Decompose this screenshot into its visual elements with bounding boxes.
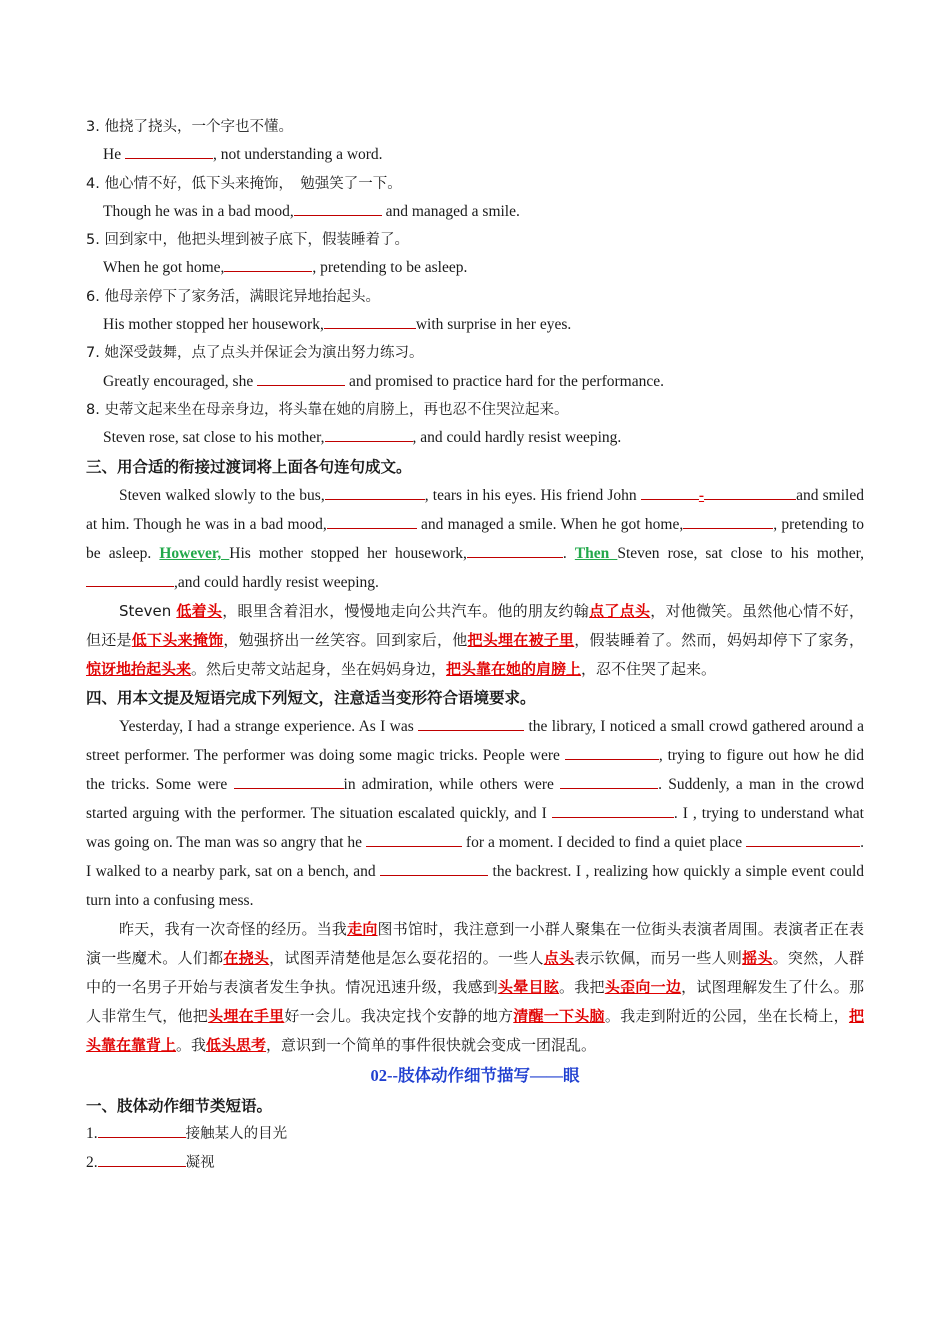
answer-blank[interactable] bbox=[683, 512, 773, 529]
item-8-chinese: 8. 史蒂文起来坐在母亲身边，将头靠在她的肩膀上，再也忍不住哭泣起来。 bbox=[86, 401, 569, 418]
keyword: 把头靠在她的肩膀上 bbox=[446, 659, 582, 678]
item-4-english: Though he was in a bad mood, and managed a smile. bbox=[86, 198, 864, 226]
section-4-chinese-paragraph: 昨天，我有一次奇怪的经历。当我走向图书馆时，我注意到一小群人聚集在一位街头表演者周围。表演者正在表演一些魔术。人们都在挠头，试图弄清楚他是怎么耍花招的。一些人点头表示钦佩，而另一些人则摇头。突然，人群中的一名男子开始与表演者发生争执。情况迅速升级，我感到头晕目眩。我把头歪向一边，试图理解发生了什么。那人非常生气，他把头埋在手里好一会儿。我决定找个安静的地方清醒一下头脑。我走到附近的公园，坐在长椅上，把头靠在靠背上。我低头思考，意识到一个简单的事件很快就会变成一团混乱。 bbox=[86, 920, 864, 1055]
phrase-item-2: 2. 凝视 bbox=[86, 1149, 864, 1177]
connector-then: Then bbox=[574, 544, 618, 562]
item-6-english: His mother stopped her housework, with surprise in her eyes. bbox=[86, 311, 864, 339]
item-7-english: Greatly encouraged, she and promised to practice hard for the performance. bbox=[86, 368, 864, 396]
section-3-heading: 三、用合适的衔接过渡词将上面各句连句成文。 bbox=[86, 457, 412, 476]
answer-blank[interactable] bbox=[325, 425, 413, 442]
answer-blank[interactable] bbox=[746, 830, 860, 847]
item-7-chinese: 7. 她深受鼓舞，点了点头并保证会为演出努力练习。 bbox=[86, 345, 424, 362]
answer-blank[interactable] bbox=[125, 142, 213, 159]
answer-blank[interactable] bbox=[560, 772, 658, 789]
document-page bbox=[86, 113, 864, 1177]
answer-blank[interactable] bbox=[565, 743, 659, 760]
keyword: 头晕目眩 bbox=[497, 978, 560, 997]
phrase-item-1: 1. 接触某人的目光 bbox=[86, 1120, 864, 1148]
keyword: 走向 bbox=[347, 920, 378, 939]
section-5-heading: 一、肢体动作细节类短语。 bbox=[86, 1097, 273, 1116]
section-4-english-paragraph: Yesterday, I had a strange experience. As I was the library, I noticed a small crowd gathered around a street performer. The performer was doing some magic tricks. People were , trying to figure out how he did the tricks. Some were in admiration, while others were . Suddenly, a man in the crowd started arguing with the performer. The situation escalated quickly, and I . I , trying to understand what was going on. The man was so angry that he for a moment. I decided to find a quiet place . I walked to a nearby park, sat on a bench, and the backrest. I , realizing how quickly a simple event could turn into a confusing mess. bbox=[86, 712, 864, 915]
answer-blank[interactable] bbox=[327, 512, 417, 529]
section-3-english-paragraph: Steven walked slowly to the bus, , tears in his eyes. His friend John - and smiled at him. Though he was in a bad mood, and managed a smile. When he got home, , pretending to be asleep. However, His mother stopped her housework, . Then Steven rose, sat close to his mother,,and could hardly resist weeping. bbox=[86, 481, 864, 597]
item-3-chinese: 3. 他挠了挠头，一个字也不懂。 bbox=[86, 119, 293, 135]
answer-blank[interactable] bbox=[467, 541, 563, 558]
keyword: 把头靠在靠背上 bbox=[86, 1007, 864, 1055]
dash-mark: - bbox=[698, 486, 705, 504]
keyword: 摇头 bbox=[742, 949, 773, 968]
item-5-english: When he got home, , pretending to be asleep. bbox=[86, 254, 864, 282]
answer-blank[interactable] bbox=[98, 1149, 186, 1166]
keyword: 把头埋在被子里 bbox=[467, 630, 575, 649]
answer-blank[interactable] bbox=[552, 801, 674, 818]
answer-blank[interactable] bbox=[380, 859, 488, 876]
keyword: 低下头来掩饰 bbox=[131, 630, 224, 649]
answer-blank[interactable] bbox=[294, 199, 382, 216]
answer-blank[interactable] bbox=[257, 368, 345, 385]
keyword: 点了点头 bbox=[589, 601, 651, 620]
section-3-chinese-paragraph: Steven 低着头，眼里含着泪水，慢慢地走向公共汽车。他的朋友约翰点了点头，对他微笑。虽然他心情不好，但还是低下头来掩饰，勉强挤出一丝笑容。回到家后，他把头埋在被子里，假装睡着了。然而，妈妈却停下了家务，惊讶地抬起头来。然后史蒂文站起身，坐在妈妈身边，把头靠在她的肩膀上，忍不住哭了起来。 bbox=[86, 601, 864, 678]
keyword: 头歪向一边 bbox=[604, 978, 682, 997]
answer-blank[interactable] bbox=[234, 772, 344, 789]
item-4-chinese: 4. 他心情不好，低下头来掩饰， 勉强笑了一下。 bbox=[86, 175, 402, 192]
answer-blank[interactable] bbox=[324, 312, 416, 329]
item-8-english: Steven rose, sat close to his mother, , and could hardly resist weeping. bbox=[86, 424, 864, 452]
keyword: 头埋在手里 bbox=[208, 1007, 285, 1026]
keyword: 低着头 bbox=[176, 601, 223, 620]
answer-blank[interactable] bbox=[86, 570, 174, 587]
item-5-chinese: 5. 回到家中，他把头埋到被子底下，假装睡着了。 bbox=[86, 232, 409, 249]
section-4-heading: 四、用本文提及短语完成下列短文，注意适当变形符合语境要求。 bbox=[86, 688, 536, 707]
keyword: 低头思考 bbox=[206, 1036, 267, 1055]
section-title: 02--肢体动作细节描写——眼 bbox=[370, 1066, 580, 1086]
answer-blank[interactable] bbox=[418, 714, 524, 731]
keyword: 惊讶地抬起头来 bbox=[86, 659, 192, 678]
item-6-chinese: 6. 他母亲停下了家务活，满眼诧异地抬起头。 bbox=[86, 288, 380, 305]
translation-exercise bbox=[86, 113, 864, 453]
connector-however: However, bbox=[159, 544, 230, 562]
keyword: 点头 bbox=[543, 949, 575, 968]
answer-blank[interactable] bbox=[98, 1121, 186, 1138]
answer-blank[interactable] bbox=[224, 255, 312, 272]
item-3-english: He , not understanding a word. bbox=[86, 141, 864, 169]
keyword: 清醒一下头脑 bbox=[513, 1007, 605, 1026]
keyword: 在挠头 bbox=[223, 949, 270, 968]
answer-blank[interactable] bbox=[366, 830, 462, 847]
answer-blank[interactable] bbox=[704, 483, 796, 500]
answer-blank[interactable] bbox=[325, 483, 425, 500]
answer-blank[interactable] bbox=[641, 483, 699, 500]
